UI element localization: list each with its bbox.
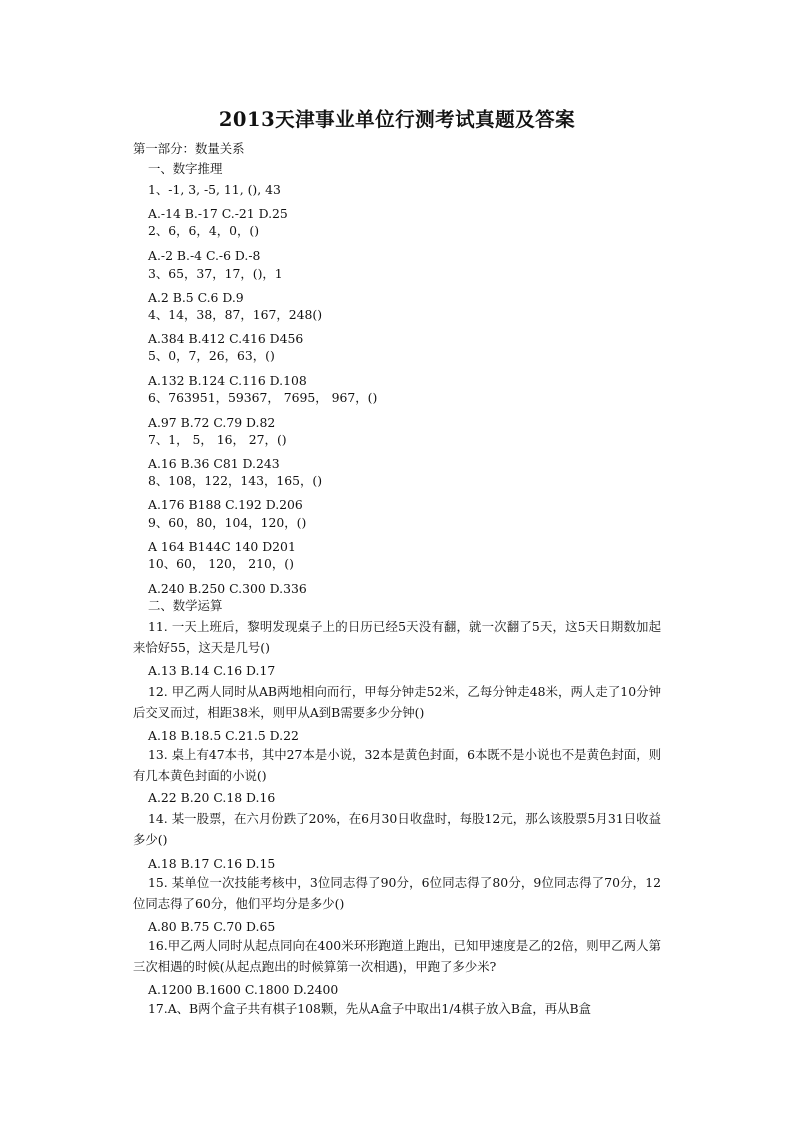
answer-15: A.80 B.75 C.70 D.65 — [148, 919, 276, 934]
question-6: 6、763951，59367， 7695， 967，() — [148, 390, 378, 405]
question-14: 14. 某一股票，在六月份跌了20%，在6月30日收盘时，每股12元，那么该股票5月31日收益多少() — [133, 811, 661, 847]
answer-8: A.176 B188 C.192 D.206 — [148, 497, 303, 512]
answer-3: A.2 B.5 C.6 D.9 — [148, 290, 244, 305]
question-13: 13. 桌上有47本书，其中27本是小说，32本是黄色封面，6本既不是小说也不是黄色封面，则有几本黄色封面的小说() — [133, 747, 661, 783]
answer-5: A.132 B.124 C.116 D.108 — [148, 373, 307, 388]
question-17: 17.A、B两个盒子共有棋子108颗，先从A盒子中取出1/4棋子放入B盒，再从B盒 — [148, 1001, 592, 1016]
answer-14: A.18 B.17 C.16 D.15 — [148, 856, 276, 871]
question-3: 3、65，37，17，()，1 — [148, 266, 283, 281]
question-8: 8、108，122，143，165，() — [148, 473, 323, 488]
answer-4: A.384 B.412 C.416 D456 — [148, 331, 304, 346]
answer-16: A.1200 B.1600 C.1800 D.2400 — [148, 982, 339, 997]
document-title: 2013天津事业单位行测考试真题及答案 — [218, 108, 576, 131]
answer-1: A.-14 B.-17 C.-21 D.25 — [148, 206, 288, 221]
section-heading-2: 二、数学运算 — [148, 598, 223, 613]
question-1: 1、-1, 3, -5, 11, (), 43 — [148, 182, 281, 197]
answer-13: A.22 B.20 C.18 D.16 — [148, 790, 276, 805]
answer-9: A 164 B144C 140 D201 — [148, 539, 296, 554]
answer-2: A.-2 B.-4 C.-6 D.-8 — [148, 248, 261, 263]
question-5: 5、0，7，26，63，() — [148, 348, 275, 363]
answer-10: A.240 B.250 C.300 D.336 — [148, 581, 307, 596]
question-11: 11. 一天上班后，黎明发现桌子上的日历已经5天没有翻，就一次翻了5天，这5天日期数加起来恰好55，这天是几号() — [133, 619, 661, 655]
question-7: 7、1， 5， 16， 27，() — [148, 432, 287, 447]
answer-7: A.16 B.36 C81 D.243 — [148, 456, 280, 471]
section-heading-1: 一、数字推理 — [148, 161, 223, 176]
question-15: 15. 某单位一次技能考核中，3位同志得了90分，6位同志得了80分，9位同志得了70分，12位同志得了60分，他们平均分是多少() — [133, 875, 661, 911]
question-12: 12. 甲乙两人同时从AB两地相向而行，甲每分钟走52米，乙每分钟走48米，两人走了10分钟后交叉而过，相距38米，则甲从A到B需要多少分钟() — [133, 684, 661, 720]
part-heading: 第一部分：数量关系 — [133, 141, 245, 156]
question-16: 16.甲乙两人同时从起点同向在400米环形跑道上跑出，已知甲速度是乙的2倍，则甲乙两人第三次相遇的时候(从起点跑出的时候算第一次相遇)，甲跑了多少米? — [133, 938, 661, 974]
question-2: 2、6，6，4，0，() — [148, 223, 260, 238]
answer-12: A.18 B.18.5 C.21.5 D.22 — [148, 728, 299, 743]
question-10: 10、60， 120， 210，() — [148, 556, 294, 571]
answer-11: A.13 B.14 C.16 D.17 — [148, 663, 276, 678]
question-9: 9、60，80，104，120，() — [148, 515, 307, 530]
answer-6: A.97 B.72 C.79 D.82 — [148, 415, 276, 430]
question-4: 4、14，38，87，167，248() — [148, 307, 323, 322]
